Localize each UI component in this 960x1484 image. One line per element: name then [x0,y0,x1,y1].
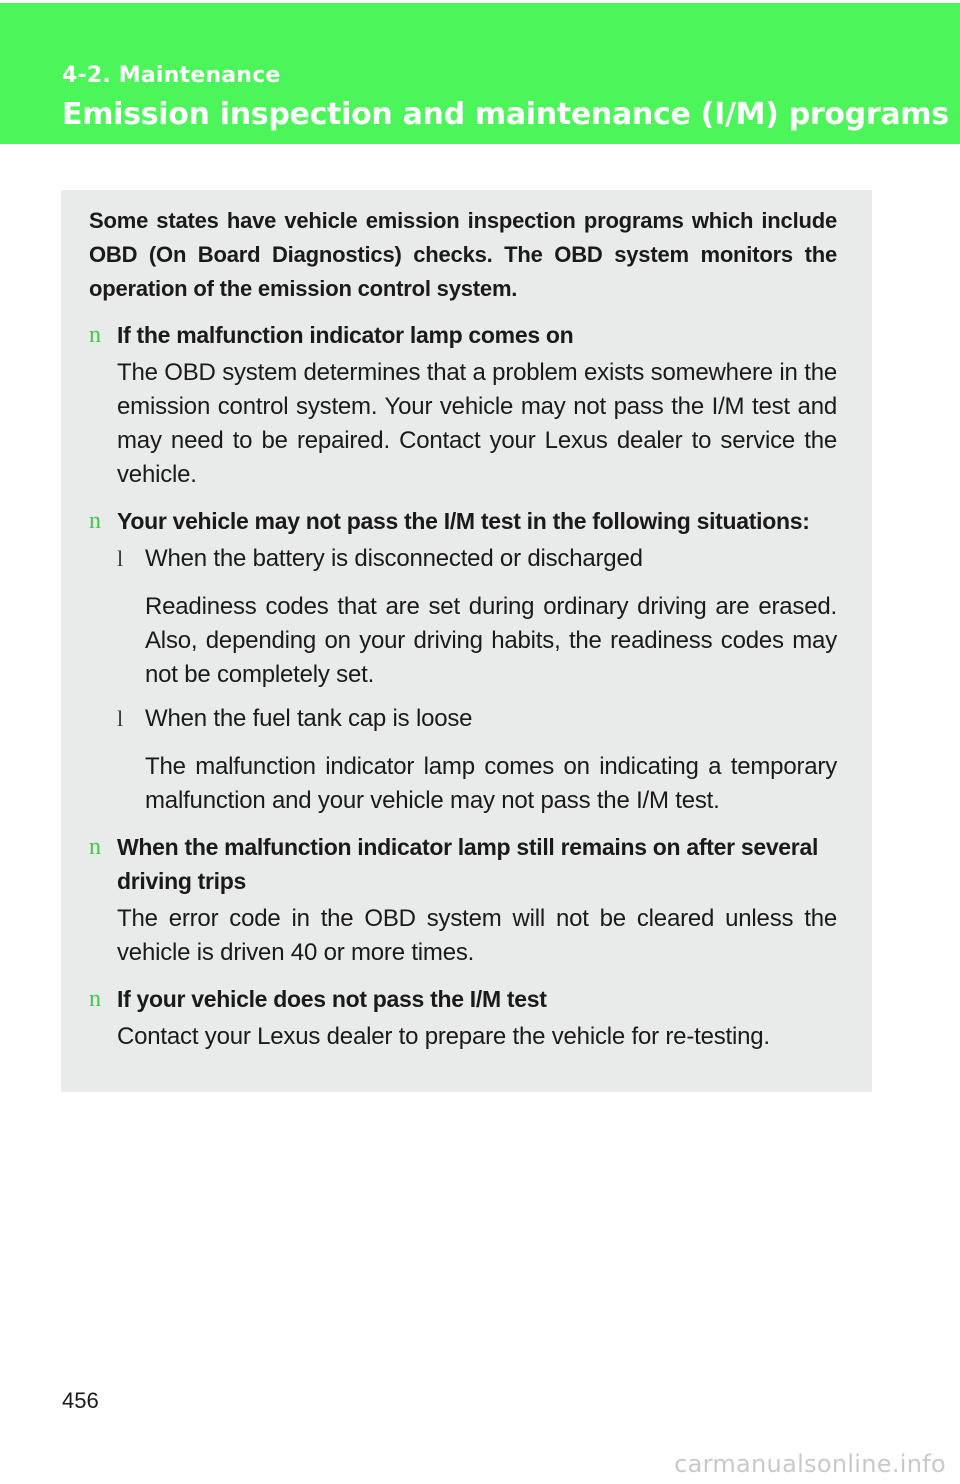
square-bullet-icon: n [89,508,101,534]
item-heading: If your vehicle does not pass the I/M test [117,986,547,1012]
item-body: Contact your Lexus dealer to prepare the vehicle for re-testing. [117,1023,770,1050]
sub-list-item [117,542,837,692]
sub-item-heading: When the fuel tank cap is loose [145,705,473,732]
sub-list-item [117,702,837,818]
item-body: The error code in the OBD system will not be cleared unless the vehicle is driven 40 or more times. [117,905,837,966]
section-label: 4-2. Maintenance [62,63,281,88]
item-heading: If the malfunction indicator lamp comes on [117,322,574,348]
item-body: The OBD system determines that a problem exists somewhere in the emission control system. Your vehicle may not pass the I/M test and may need to be repaired. Contact your Lexus dealer to service the vehicle. [117,359,837,488]
sub-item-body: The malfunction indicator lamp comes on indicating a temporary malfunction and your vehicle may not pass the I/M test. [145,753,837,814]
square-bullet-icon: n [89,986,101,1012]
square-bullet-icon: n [89,322,101,348]
list-item [89,504,837,818]
page-number: 456 [62,1388,99,1413]
section-header [0,3,960,144]
list-item [89,830,837,970]
square-bullet-icon: n [89,834,101,860]
item-heading: Your vehicle may not pass the I/M test in the following situations: [117,508,810,534]
sub-item-body: Readiness codes that are set during ordinary driving are erased. Also, depending on your driving habits, the readiness codes may not be completely set. [145,593,837,688]
list-item [89,982,837,1054]
sub-item-heading: When the battery is disconnected or discharged [145,545,643,572]
watermark-text: carmanualsonline.info [674,1450,946,1478]
dot-bullet-icon: l [117,546,124,571]
page-title: Emission inspection and maintenance (I/M) programs [62,97,949,132]
list-item [89,318,837,492]
dot-bullet-icon: l [117,706,124,731]
info-box [61,190,872,1092]
item-heading: When the malfunction indicator lamp still remains on after several driving trips [117,834,819,894]
intro-paragraph: Some states have vehicle emission inspection programs which include OBD (On Board Diagnostics) checks. The OBD system monitors the operation of the emission control system. [89,208,837,301]
